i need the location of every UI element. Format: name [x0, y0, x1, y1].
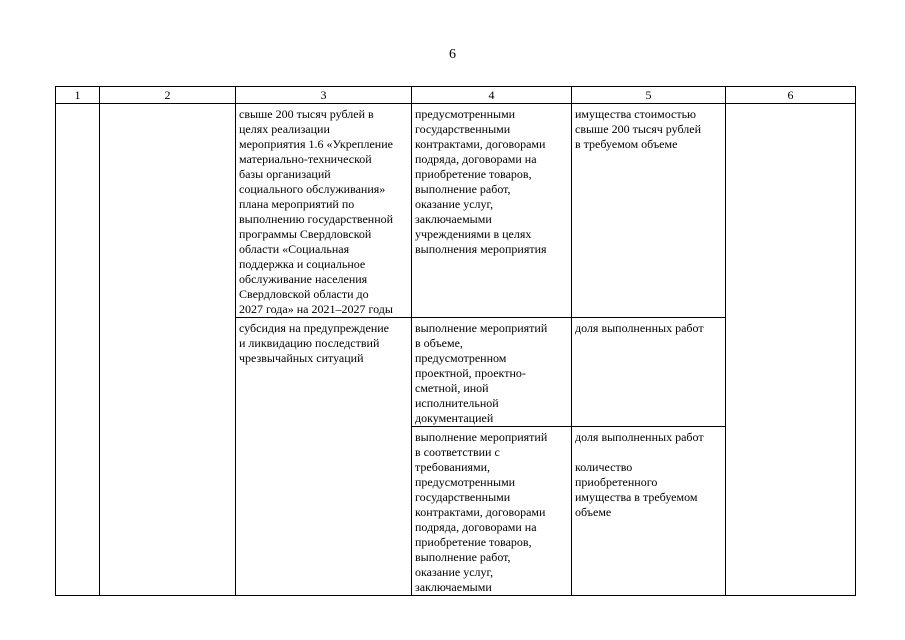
text-line: чрезвычайных ситуаций: [239, 351, 364, 365]
cell-indicator: [572, 104, 726, 318]
cell-col-1: [56, 104, 100, 596]
text-line: заключаемыми: [415, 212, 492, 226]
text-line: имущества стоимостью: [575, 107, 697, 121]
cell-col-2: [100, 104, 236, 596]
text-line: государственными: [415, 122, 511, 136]
text-line: проектной, проектно-: [415, 366, 526, 380]
cell-indicator: [572, 318, 726, 427]
text-line: социального обслуживания»: [239, 182, 386, 196]
text-line: и ликвидацию последствий: [239, 336, 380, 350]
text-line: обслуживание населения: [239, 272, 368, 286]
indicator-group-b: [575, 460, 722, 520]
text-line: субсидия на предупреждение: [239, 321, 389, 335]
header-col-2: 2: [100, 87, 236, 104]
text-line: предусмотренными: [415, 475, 516, 489]
text-line: поддержка и социальное: [239, 257, 366, 271]
text-line: целях реализации: [239, 122, 330, 136]
spacer: [575, 445, 722, 460]
cell-col-6: [726, 104, 856, 596]
header-col-6: 6: [726, 87, 856, 104]
text-line: документацией: [415, 411, 494, 425]
indicator-group-a: [575, 430, 722, 445]
text-line: выполнение работ,: [415, 550, 511, 564]
text-line: предусмотренными: [415, 107, 516, 121]
cell-conditions: [412, 427, 572, 596]
text-line: контрактами, договорами: [415, 137, 546, 151]
text-line: плана мероприятий по: [239, 197, 355, 211]
text-line: объеме: [575, 505, 612, 519]
text-line: выполнение мероприятий: [415, 321, 548, 335]
header-col-3: 3: [236, 87, 412, 104]
text-line: приобретение товаров,: [415, 167, 532, 181]
table-header-row: [56, 87, 856, 104]
table-row: [56, 104, 856, 318]
text-line: в требуемом объеме: [575, 137, 678, 151]
header-col-5: 5: [572, 87, 726, 104]
text-line: выполнения мероприятия: [415, 242, 547, 256]
text-line: подряда, договорами на: [415, 152, 537, 166]
text-line: области «Социальная: [239, 242, 350, 256]
document-table: [55, 86, 856, 596]
text-line: программы Свердловской: [239, 227, 372, 241]
text-line: сметной, иной: [415, 381, 489, 395]
text-line: мероприятия 1.6 «Укрепление: [239, 137, 393, 151]
text-line: выполнение мероприятий: [415, 430, 548, 444]
text-line: свыше 200 тысяч рублей в: [239, 107, 374, 121]
text-line: доля выполненных работ: [575, 430, 704, 444]
cell-conditions: [412, 104, 572, 318]
text-line: предусмотренном: [415, 351, 507, 365]
text-line: свыше 200 тысяч рублей: [575, 122, 702, 136]
text-line: оказание услуг,: [415, 565, 494, 579]
text-line: требованиями,: [415, 460, 491, 474]
text-line: заключаемыми: [415, 580, 492, 594]
text-line: выполнению государственной: [239, 212, 394, 226]
text-line: имущества в требуемом: [575, 490, 698, 504]
text-line: оказание услуг,: [415, 197, 494, 211]
text-line: Свердловской области до: [239, 287, 369, 301]
text-line: учреждениями в целях: [415, 227, 532, 241]
text-line: в объеме,: [415, 336, 463, 350]
header-col-1: 1: [56, 87, 100, 104]
header-col-4: 4: [412, 87, 572, 104]
cell-description: [236, 104, 412, 318]
cell-indicator: [572, 427, 726, 596]
text-line: 2027 года» на 2021–2027 годы: [239, 302, 393, 316]
text-line: приобретенного: [575, 475, 658, 489]
text-line: выполнение работ,: [415, 182, 511, 196]
text-line: контрактами, договорами: [415, 505, 546, 519]
cell-description: [236, 318, 412, 596]
text-line: базы организаций: [239, 167, 331, 181]
text-line: приобретение товаров,: [415, 535, 532, 549]
text-line: государственными: [415, 490, 511, 504]
text-line: количество: [575, 460, 633, 474]
text-line: подряда, договорами на: [415, 520, 537, 534]
text-line: материально-технической: [239, 152, 372, 166]
text-line: доля выполненных работ: [575, 321, 704, 335]
text-line: исполнительной: [415, 396, 499, 410]
cell-conditions: [412, 318, 572, 427]
page-number: 6: [449, 47, 456, 62]
text-line: в соответствии с: [415, 445, 500, 459]
